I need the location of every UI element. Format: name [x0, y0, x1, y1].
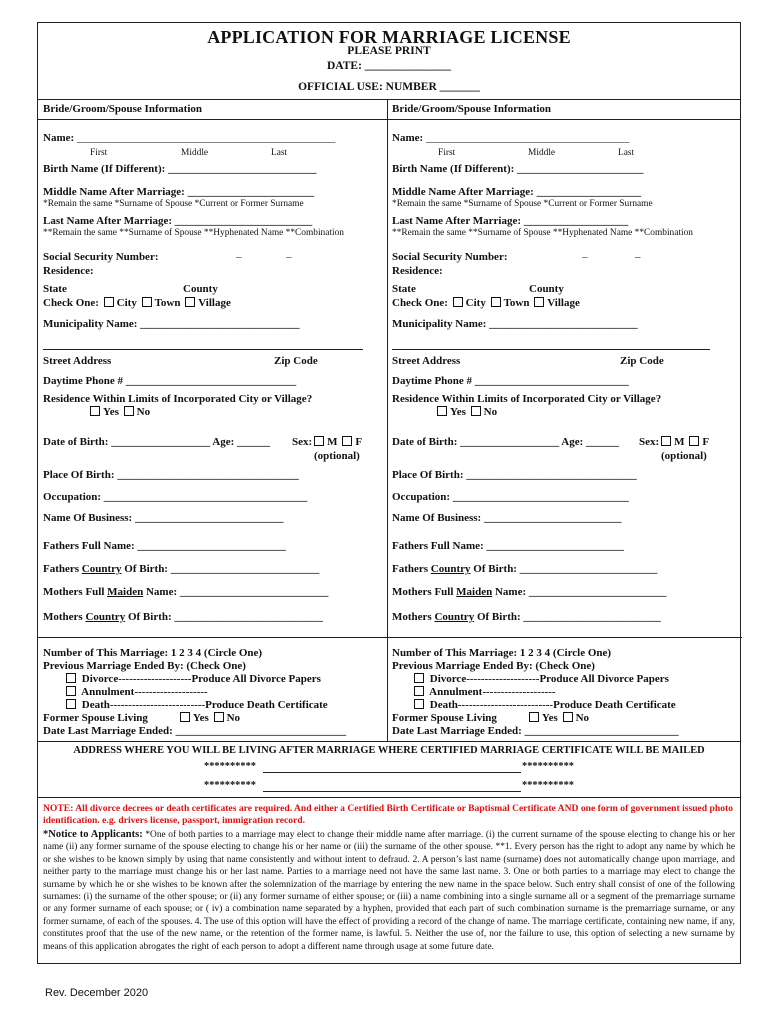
stars-left: **********	[204, 780, 256, 791]
no-checkbox[interactable]	[124, 406, 134, 416]
place-of-birth-field[interactable]: Place Of Birth: _________________________________	[43, 469, 299, 481]
sex-m-checkbox[interactable]	[314, 436, 324, 446]
fathers-name-field[interactable]: Fathers Full Name: _________________________	[392, 540, 624, 552]
name-field[interactable]: Name: _______________________________________________	[43, 132, 336, 144]
middle-name-note: *Remain the same *Surname of Spouse *Current or Former Surname	[43, 199, 304, 209]
name-of-business-field[interactable]: Name Of Business: _________________________	[392, 512, 622, 524]
please-print: PLEASE PRINT	[347, 45, 431, 57]
check-one-municipality-type[interactable]: Check One: City Town Village	[43, 297, 231, 309]
form-title: APPLICATION FOR MARRIAGE LICENSE	[207, 27, 571, 47]
town-checkbox[interactable]	[491, 297, 501, 307]
yes-checkbox[interactable]	[437, 406, 447, 416]
official-use-number[interactable]: OFFICIAL USE: NUMBER _______	[298, 81, 480, 93]
annulment-option[interactable]: Annulment--------------------	[64, 686, 208, 698]
sex-f-checkbox[interactable]	[689, 436, 699, 446]
death-checkbox[interactable]	[414, 699, 424, 709]
divorce-checkbox[interactable]	[66, 673, 76, 683]
middle-label: Middle	[528, 148, 556, 158]
mailing-address-heading: ADDRESS WHERE YOU WILL BE LIVING AFTER MARRIAGE WHERE CERTIFIED MARRIAGE CERTIFICATE WILL BE MAILED	[73, 745, 705, 756]
middle-name-after-field[interactable]: Middle Name After Marriage: _______________________	[43, 186, 315, 198]
city-checkbox[interactable]	[104, 297, 114, 307]
previous-marriage-ended: Previous Marriage Ended By: (Check One)	[43, 660, 246, 672]
mothers-country-field[interactable]: Mothers Country Of Birth: _________________________	[392, 611, 661, 623]
first-label: First	[90, 148, 108, 158]
form-frame	[37, 22, 741, 964]
column-divider	[387, 99, 388, 741]
state-label: State	[43, 283, 67, 295]
notice-text: *One of both parties to a marriage may elect to change their middle name after marriage. (i) the current surname of the spouse electing to change his or her name (ii) any former surname of the spouse electing to change his or her name or (iii) the surname of the other spouse. **1. Every person has the right to adopt any name by which he or she wishes to be known simply by using that name consistently and without intent to defraud. 2. A person’s last name (surname) does not automatically change upon marriage, and neither party to the marriage must change his or her last name. Parties to a marriage need not have the same last name. 3. One or both parties to a marriage may elect to change the surname by which he or she wishes to be known after the solemnization of the marriage by entering the new name in the space below. Such entry shall consist of one of the following surnames: (i) the surname of the other spouse; or (ii) any former surname of either spouse; or (iii) a name combining into a single surname all or a segment of the premarriage surname or any former surname of each spouse; or ( iv) a combination name separated by a hyphen, provided that each part of such combination surname is the premarriage surname, or any former surname, of each of the spouses. 4. The use of this option will have the effect of providing a record of the change of name. The marriage certificate, containing new name, if any, constitutes proof that the use of the new name, or the retention of the former name, is lawful. 5. Neither the use of, nor the failure to use, this option of selecting a new surname by means of this application abrogates the right of each person to adopt a different name through usage at some future date.	[43, 830, 735, 952]
street-address-label: Street Address	[43, 355, 112, 367]
middle-name-note: *Remain the same *Surname of Spouse *Current or Former Surname	[392, 199, 653, 209]
state-label: State	[392, 283, 416, 295]
fathers-country-field[interactable]: Fathers Country Of Birth: ___________________________	[43, 563, 320, 575]
mothers-maiden-field[interactable]: Mothers Full Maiden Name: _________________________	[392, 586, 667, 598]
city-checkbox[interactable]	[453, 297, 463, 307]
zip-code-label: Zip Code	[274, 355, 318, 367]
right-column-heading: Bride/Groom/Spouse Information	[392, 103, 552, 115]
last-name-after-field[interactable]: Last Name After Marriage: ___________________	[392, 215, 629, 227]
no-checkbox[interactable]	[471, 406, 481, 416]
address-line[interactable]	[392, 349, 710, 350]
date-last-marriage-ended[interactable]: Date Last Marriage Ended: ____________________________	[392, 725, 679, 737]
occupation-field[interactable]: Occupation: ________________________________	[392, 491, 629, 503]
optional-label: (optional)	[661, 450, 707, 462]
village-checkbox[interactable]	[534, 297, 544, 307]
revision-date: Rev. December 2020	[45, 987, 149, 999]
notice-label: *Notice to Applicants:	[43, 829, 143, 840]
sex-field[interactable]: Sex: M F	[292, 436, 363, 448]
last-label: Last	[271, 148, 288, 158]
dob-age-field[interactable]: Date of Birth: __________________ Age: ______	[392, 436, 620, 448]
note-required-documents: NOTE: All divorce decrees or death certificates are required. And either a Certified Birth Certificate or Baptismal Certificate AND one form of government issued photo identification. e.g. drivers license, passport, immigration record.	[43, 803, 733, 826]
mothers-country-field[interactable]: Mothers Country Of Birth: ___________________________	[43, 611, 323, 623]
number-of-marriage[interactable]: Number of This Marriage: 1 2 3 4 (Circle One)	[392, 647, 612, 659]
street-address-label: Street Address	[392, 355, 461, 367]
place-of-birth-field[interactable]: Place Of Birth: _______________________________	[392, 469, 637, 481]
number-of-marriage[interactable]: Number of This Marriage: 1 2 3 4 (Circle One)	[43, 647, 263, 659]
name-of-business-field[interactable]: Name Of Business: ___________________________	[43, 512, 284, 524]
fathers-name-field[interactable]: Fathers Full Name: ___________________________	[43, 540, 286, 552]
residence-within-options[interactable]: Yes No	[88, 406, 150, 418]
last-name-note: **Remain the same **Surname of Spouse **Hyphenated Name **Combination	[43, 228, 344, 238]
former-spouse-living[interactable]: Former Spouse Living Yes No	[392, 712, 590, 724]
county-label: County	[529, 283, 564, 295]
previous-marriage-ended: Previous Marriage Ended By: (Check One)	[392, 660, 595, 672]
municipality-name-field[interactable]: Municipality Name: _____________________________	[43, 318, 300, 330]
check-one-municipality-type[interactable]: Check One: City Town Village	[392, 297, 580, 309]
fathers-country-field[interactable]: Fathers Country Of Birth: _________________________	[392, 563, 658, 575]
former-yes-checkbox[interactable]	[529, 712, 539, 722]
death-option[interactable]: Death--------------------------Produce Death Certificate	[64, 699, 328, 711]
former-yes-checkbox[interactable]	[180, 712, 190, 722]
sex-field[interactable]: Sex: M F	[639, 436, 710, 448]
ssn-field[interactable]: Social Security Number: – –	[43, 251, 292, 263]
annulment-checkbox[interactable]	[414, 686, 424, 696]
birth-name-field[interactable]: Birth Name (If Different): _______________________	[392, 163, 644, 175]
former-no-checkbox[interactable]	[563, 712, 573, 722]
sex-f-checkbox[interactable]	[342, 436, 352, 446]
optional-label: (optional)	[314, 450, 360, 462]
divorce-option[interactable]: Divorce--------------------Produce All Divorce Papers	[412, 673, 669, 685]
last-name-note: **Remain the same **Surname of Spouse **Hyphenated Name **Combination	[392, 228, 693, 238]
divorce-checkbox[interactable]	[414, 673, 424, 683]
divider	[38, 741, 740, 742]
divider	[38, 797, 740, 798]
yes-checkbox[interactable]	[90, 406, 100, 416]
address-line[interactable]	[43, 349, 363, 350]
last-name-after-field[interactable]: Last Name After Marriage: _________________________	[43, 215, 313, 227]
municipality-name-field[interactable]: Municipality Name: ___________________________	[392, 318, 638, 330]
stars-right: **********	[522, 780, 574, 791]
daytime-phone-field[interactable]: Daytime Phone # ____________________________	[392, 375, 629, 387]
notice-to-applicants	[43, 829, 735, 953]
middle-name-after-field[interactable]: Middle Name After Marriage: ___________________	[392, 186, 642, 198]
residence-label: Residence:	[392, 265, 443, 277]
last-label: Last	[618, 148, 635, 158]
ssn-field[interactable]: Social Security Number: – –	[392, 251, 641, 263]
annulment-checkbox[interactable]	[66, 686, 76, 696]
occupation-field[interactable]: Occupation: _____________________________________	[43, 491, 308, 503]
death-option[interactable]: Death--------------------------Produce Death Certificate	[412, 699, 676, 711]
mailing-address-line-1[interactable]	[263, 772, 521, 773]
village-checkbox[interactable]	[185, 297, 195, 307]
residence-within-options[interactable]: Yes No	[435, 406, 497, 418]
dob-age-field[interactable]: Date of Birth: __________________ Age: ______	[43, 436, 271, 448]
daytime-phone-field[interactable]: Daytime Phone # _______________________________	[43, 375, 297, 387]
former-no-checkbox[interactable]	[214, 712, 224, 722]
former-spouse-living[interactable]: Former Spouse Living Yes No	[43, 712, 241, 724]
stars-left: **********	[204, 761, 256, 772]
mothers-maiden-field[interactable]: Mothers Full Maiden Name: ___________________________	[43, 586, 329, 598]
name-field[interactable]: Name: _____________________________________	[392, 132, 630, 144]
death-checkbox[interactable]	[66, 699, 76, 709]
divider	[387, 637, 742, 638]
birth-name-field[interactable]: Birth Name (If Different): ___________________________	[43, 163, 317, 175]
date-last-marriage-ended[interactable]: Date Last Marriage Ended: _______________________________	[43, 725, 347, 737]
first-label: First	[438, 148, 456, 158]
county-label: County	[183, 283, 218, 295]
sex-m-checkbox[interactable]	[661, 436, 671, 446]
residence-label: Residence:	[43, 265, 94, 277]
middle-label: Middle	[181, 148, 209, 158]
annulment-option[interactable]: Annulment--------------------	[412, 686, 556, 698]
residence-within-question: Residence Within Limits of Incorporated City or Village?	[392, 393, 662, 405]
residence-within-question: Residence Within Limits of Incorporated City or Village?	[43, 393, 313, 405]
divorce-option[interactable]: Divorce--------------------Produce All Divorce Papers	[64, 673, 321, 685]
divider	[38, 99, 740, 100]
divider	[38, 119, 740, 120]
mailing-address-line-2[interactable]	[263, 791, 521, 792]
left-column-heading: Bride/Groom/Spouse Information	[43, 103, 203, 115]
zip-code-label: Zip Code	[620, 355, 664, 367]
stars-right: **********	[522, 761, 574, 772]
town-checkbox[interactable]	[142, 297, 152, 307]
date-field[interactable]: DATE: _______________	[326, 60, 452, 72]
divider	[38, 637, 387, 638]
